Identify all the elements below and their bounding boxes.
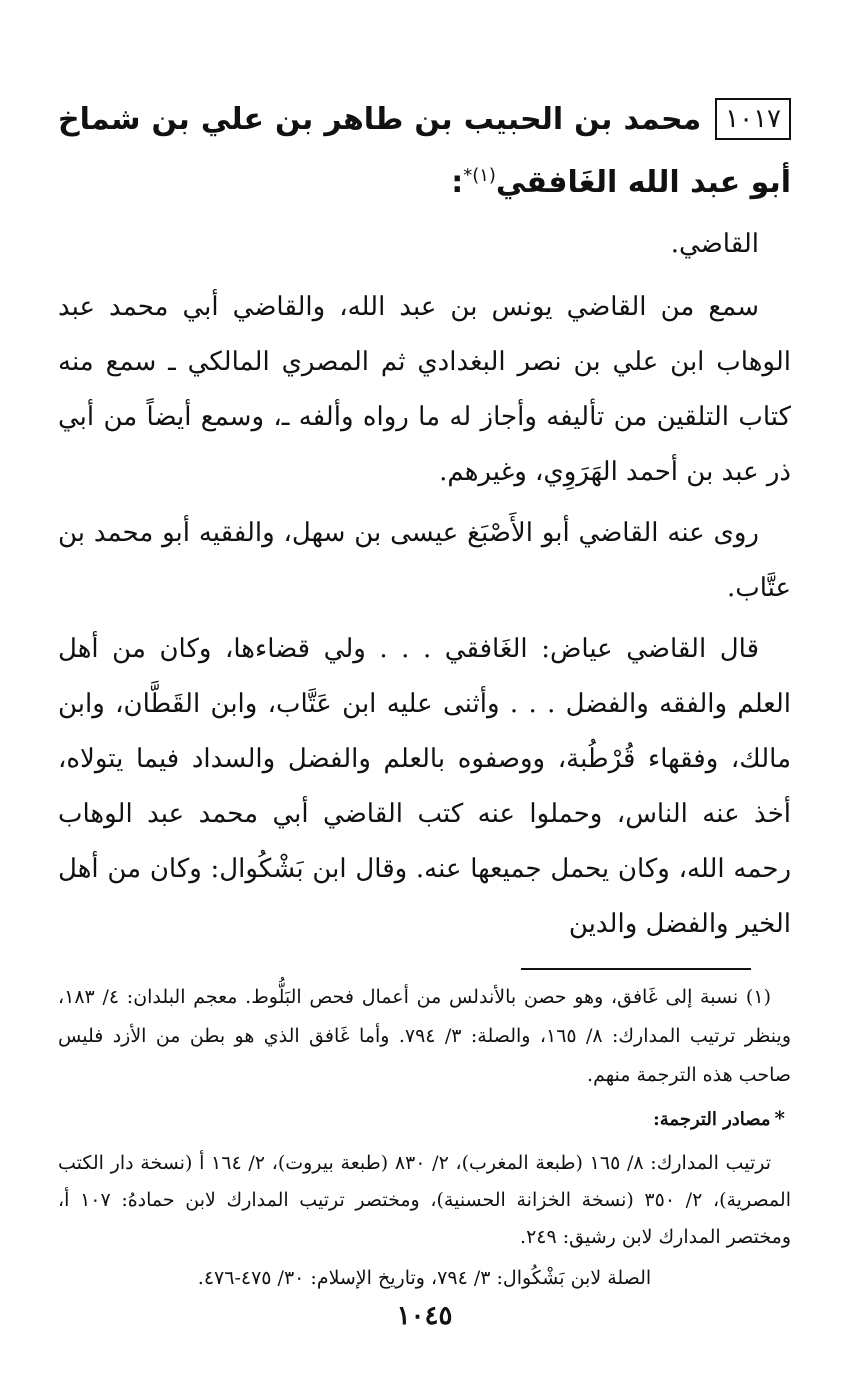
paragraph-title-role: القاضي.: [670, 229, 759, 259]
page-number: ١٠٤٥: [396, 1301, 453, 1331]
paragraph-students: روى عنه القاضي أبو الأَصْبَغ عيسى بن سهل، والفقيه أبو محمد بن عتَّاب.: [58, 518, 791, 603]
source-item-madarik: ترتيب المدارك: ٨/ ١٦٥ (طبعة المغرب)، ٢/ ٨٣٠ (طبعة بيروت)، ٢/ ١٦٤ أ (نسخة دار الكتب المصرية)، ٢/ ٣٥٠ (نسخة الخزانة الحسنية)، ومختصر ترتيب المدارك لابن حمادهُ: ١٠٧ أ، ومختصر المدارك لابن رشيق: ٢٤٩.: [58, 1152, 791, 1248]
entry-title: محمد بن الحبيب بن طاهر بن علي بن شماخ أبو عبد الله الغَافقي: [58, 102, 791, 200]
footnote-1: (١) نسبة إلى غَافق، وهو حصن بالأندلس من أعمال فحص البَلُّوط. معجم البلدان: ٤/ ١٨٣، وينظر ترتيب المدارك: ٨/ ١٦٥، والصلة: ٣/ ٧٩٤. وأما غَافق الذي هو بطن من الأزد فليس صاحب هذه الترجمة منهم.: [58, 986, 791, 1086]
title-colon: :: [451, 165, 464, 200]
paragraph-biography: قال القاضي عياض: الغَافقي . . . ولي قضاءها، وكان من أهل العلم والفقه والفضل . . . وأثنى عليه ابن عَتَّاب، وابن القَطَّان، وابن مالك، وفقهاء قُرْطُبة، ووصفوه بالعلم والفضل والسداد فيما يتولاه، أخذ عنه الناس، وحملوا عنه كتب القاضي أبي محمد عبد الوهاب رحمه الله، وكان يحمل جميعها عنه. وقال ابن بَشْكُوال: وكان من أهل الخير والفضل والدين: [58, 634, 791, 939]
entry-heading: [58, 92, 791, 211]
sources-heading-text: مصادر الترجمة:: [653, 1109, 771, 1130]
asterisk-icon: *: [774, 1106, 785, 1130]
source-item-sila: الصلة لابن بَشْكُوال: ٣/ ٧٩٤، وتاريخ الإسلام: ٣٠/ ٤٧٥-٤٧٦.: [197, 1267, 652, 1289]
sources-heading: [58, 1099, 785, 1139]
entry-number-box: ١٠١٧: [715, 98, 791, 140]
footnote-divider: [521, 968, 751, 970]
footnote-marker: (١)*: [463, 165, 496, 186]
paragraph-teachers: سمع من القاضي يونس بن عبد الله، والقاضي أبي محمد عبد الوهاب ابن علي بن نصر البغدادي ثم المصري المالكي ـ سمع منه كتاب التلقين من تأليفه وأجاز له ما رواه وألفه ـ، وسمع أيضاً من أبي ذر عبد بن أحمد الهَرَوِي، وغيرهم.: [58, 292, 791, 487]
